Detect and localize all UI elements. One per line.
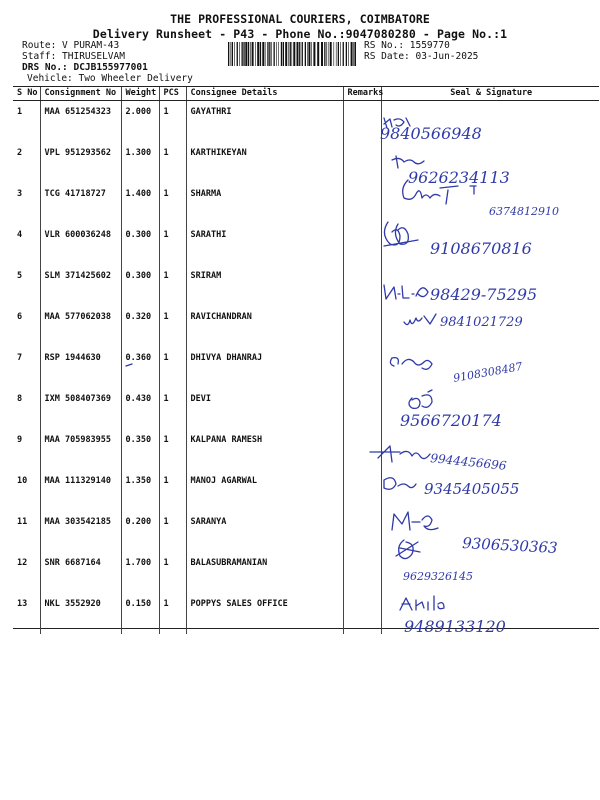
- signature-scribble: [384, 222, 418, 246]
- cell-consignee: BALASUBRAMANIAN: [186, 552, 343, 593]
- cell-weight: 0.300: [121, 224, 159, 265]
- signature-scribble: [409, 390, 432, 408]
- header-signature: Seal & Signature: [381, 87, 599, 101]
- cell-weight: 1.350: [121, 470, 159, 511]
- cell-consignee: SHARMA: [186, 183, 343, 224]
- cell-weight: 0.300: [121, 265, 159, 306]
- handwritten-phone: 9306530363: [461, 534, 559, 557]
- cell-pcs: 1: [159, 470, 186, 511]
- header-consignee: Consignee Details: [186, 87, 343, 101]
- cell-pcs: 1: [159, 183, 186, 224]
- company-title: THE PROFESSIONAL COURIERS, COIMBATORE: [170, 12, 430, 26]
- handwritten-phone: 9108308487: [452, 359, 524, 385]
- handwritten-phone: 9629326145: [403, 570, 473, 583]
- vehicle-label: Vehicle: Two Wheeler Delivery: [27, 73, 193, 84]
- cell-weight: 0.430: [121, 388, 159, 429]
- header-weight: Weight: [121, 87, 159, 101]
- cell-consignment-no: VPL 951293562: [40, 142, 121, 183]
- signature-scribble: [400, 596, 444, 610]
- handwritten-phone: 9944456696: [429, 451, 508, 473]
- cell-sno: 8: [13, 388, 40, 429]
- cell-sno: 2: [13, 142, 40, 183]
- cell-sno: 1: [13, 101, 40, 143]
- signature-scribble: [396, 540, 420, 559]
- signature-scribble: [392, 512, 438, 530]
- signature-scribble: [392, 156, 424, 168]
- cell-weight: 1.300: [121, 142, 159, 183]
- cell-consignment-no: MAA 651254323: [40, 101, 121, 143]
- cell-consignment-no: SLM 371425602: [40, 265, 121, 306]
- cell-sno: 10: [13, 470, 40, 511]
- cell-weight: 1.400: [121, 183, 159, 224]
- header-sno: S No: [13, 87, 40, 101]
- cell-sno: 11: [13, 511, 40, 552]
- cell-weight: 0.150: [121, 593, 159, 634]
- handwritten-phone: 9489133120: [404, 617, 506, 636]
- signature-scribble: [404, 314, 436, 325]
- cell-weight: 0.350: [121, 429, 159, 470]
- cell-consignee: SARATHI: [186, 224, 343, 265]
- handwritten-phone: 9626234113: [408, 168, 510, 187]
- runsheet-subtitle: Delivery Runsheet - P43 - Phone No.:9047080280 - Page No.:1: [92, 27, 508, 41]
- cell-consignee: POPPYS SALES OFFICE: [186, 593, 343, 634]
- cell-sno: 4: [13, 224, 40, 265]
- cell-weight: 2.000: [121, 101, 159, 143]
- cell-pcs: 1: [159, 101, 186, 143]
- handwritten-phone: 9840566948: [380, 124, 482, 143]
- handwritten-phone: 6374812910: [489, 205, 559, 218]
- cell-consignment-no: MAA 705983955: [40, 429, 121, 470]
- cell-sno: 9: [13, 429, 40, 470]
- signature-scribble: [384, 478, 416, 490]
- staff-label: Staff: THIRUSELVAM: [22, 51, 125, 62]
- cell-consignee: GAYATHRI: [186, 101, 343, 143]
- cell-consignment-no: SNR 6687164: [40, 552, 121, 593]
- cell-consignee: RAVICHANDRAN: [186, 306, 343, 347]
- cell-pcs: 1: [159, 429, 186, 470]
- drs-number: DRS No.: DCJB155977001: [22, 62, 148, 73]
- cell-consignee: KARTHIKEYAN: [186, 142, 343, 183]
- header-remarks: Remarks: [343, 87, 381, 101]
- cell-pcs: 1: [159, 224, 186, 265]
- cell-consignment-no: RSP 1944630: [40, 347, 121, 388]
- cell-sno: 12: [13, 552, 40, 593]
- signature-scribble: [384, 285, 428, 299]
- cell-sno: 7: [13, 347, 40, 388]
- cell-pcs: 1: [159, 306, 186, 347]
- rs-number: RS No.: 1559770: [364, 40, 450, 51]
- cell-consignment-no: MAA 111329140: [40, 470, 121, 511]
- cell-consignment-no: IXM 508407369: [40, 388, 121, 429]
- cell-consignee: SRIRAM: [186, 265, 343, 306]
- cell-consignee: SARANYA: [186, 511, 343, 552]
- cell-pcs: 1: [159, 552, 186, 593]
- cell-consignment-no: VLR 600036248: [40, 224, 121, 265]
- cell-pcs: 1: [159, 265, 186, 306]
- cell-consignment-no: MAA 303542185: [40, 511, 121, 552]
- cell-sno: 5: [13, 265, 40, 306]
- cell-consignee: DHIVYA DHANRAJ: [186, 347, 343, 388]
- cell-consignment-no: NKL 3552920: [40, 593, 121, 634]
- signature-scribble: [390, 358, 432, 370]
- handwritten-phone: 9566720174: [400, 411, 502, 430]
- handwritten-phone: 9108670816: [430, 239, 532, 258]
- cell-consignment-no: TCG 41718727: [40, 183, 121, 224]
- handwritten-phone: 9345405055: [424, 480, 520, 498]
- cell-sno: 13: [13, 593, 40, 634]
- cell-pcs: 1: [159, 511, 186, 552]
- header-pcs: PCS: [159, 87, 186, 101]
- rs-date: RS Date: 03-Jun-2025: [364, 51, 479, 62]
- cell-consignment-no: MAA 577062038: [40, 306, 121, 347]
- cell-weight: 0.360: [121, 347, 159, 388]
- cell-pcs: 1: [159, 142, 186, 183]
- cell-consignee: DEVI: [186, 388, 343, 429]
- route-label: Route: V PURAM-43: [22, 40, 120, 51]
- header-consignment: Consignment No: [40, 87, 121, 101]
- cell-pcs: 1: [159, 347, 186, 388]
- cell-weight: 0.200: [121, 511, 159, 552]
- cell-pcs: 1: [159, 388, 186, 429]
- cell-consignee: KALPANA RAMESH: [186, 429, 343, 470]
- cell-weight: 0.320: [121, 306, 159, 347]
- cell-sno: 6: [13, 306, 40, 347]
- cell-pcs: 1: [159, 593, 186, 634]
- signature-scribble: [370, 446, 430, 462]
- cell-sno: 3: [13, 183, 40, 224]
- handwritten-phone: 98429-75295: [430, 285, 538, 304]
- cell-consignee: MANOJ AGARWAL: [186, 470, 343, 511]
- handwritten-phone: 9841021729: [440, 315, 523, 330]
- ink-mark: [126, 364, 132, 366]
- cell-weight: 1.700: [121, 552, 159, 593]
